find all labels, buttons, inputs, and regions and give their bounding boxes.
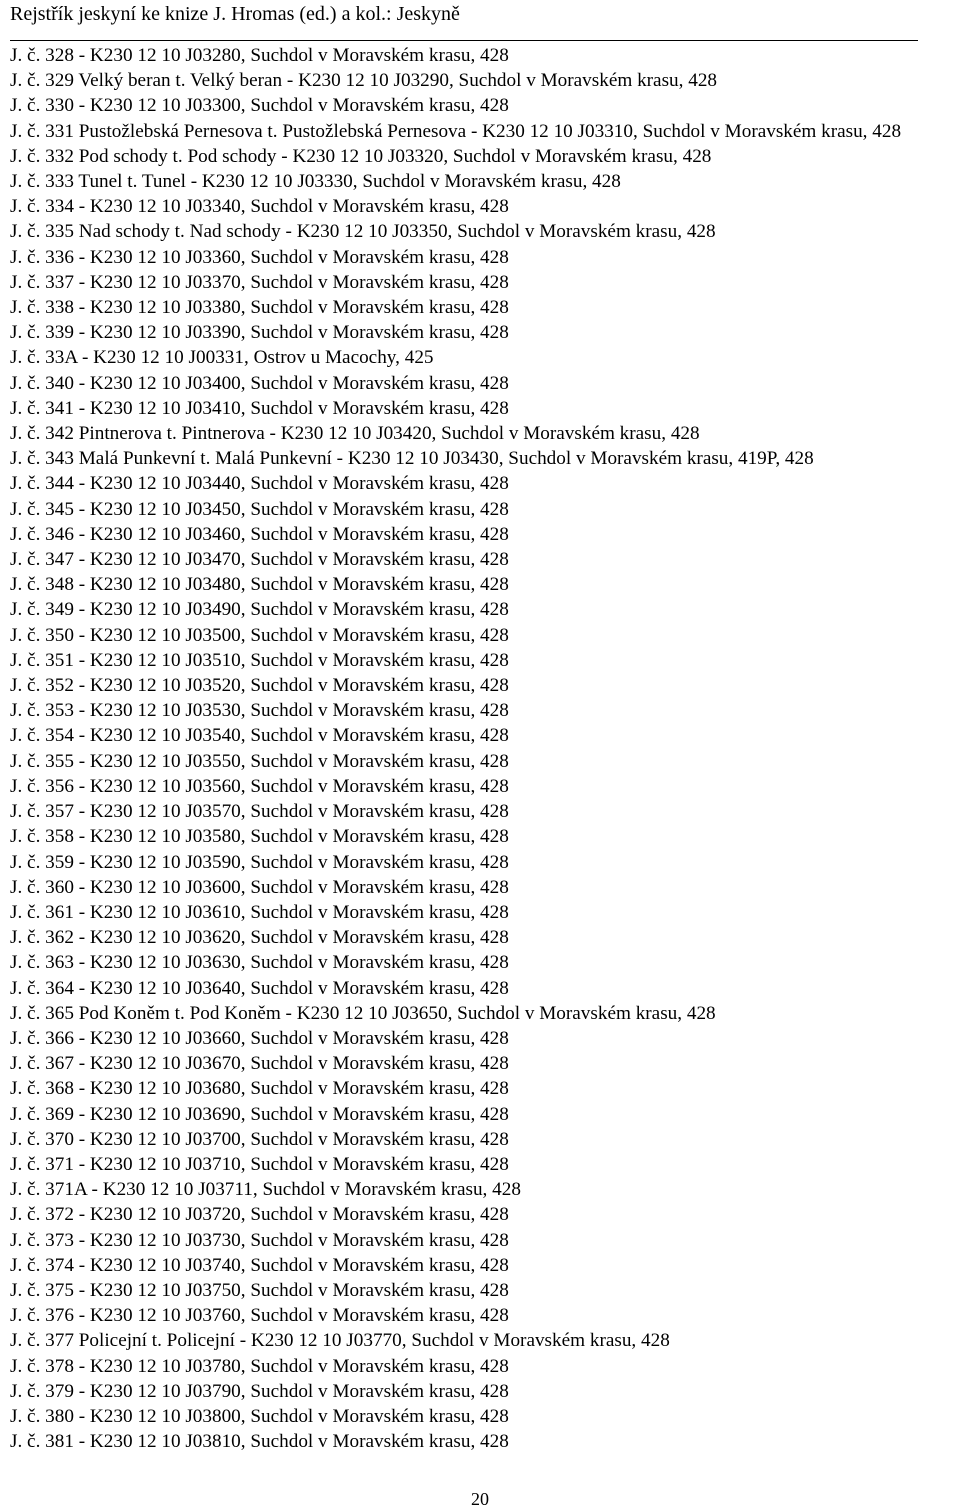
list-item: J. č. 364 - K230 12 10 J03640, Suchdol v Moravském krasu, 428 — [10, 977, 509, 999]
list-item: J. č. 347 - K230 12 10 J03470, Suchdol v Moravském krasu, 428 — [10, 549, 509, 571]
list-item: J. č. 361 - K230 12 10 J03610, Suchdol v Moravském krasu, 428 — [10, 901, 509, 923]
list-item: J. č. 378 - K230 12 10 J03780, Suchdol v Moravském krasu, 428 — [10, 1355, 509, 1377]
list-item: J. č. 342 Pintnerova t. Pintnerova - K230 12 10 J03420, Suchdol v Moravském krasu, 428 — [10, 423, 700, 445]
list-item: J. č. 371A - K230 12 10 J03711, Suchdol v Moravském krasu, 428 — [10, 1179, 521, 1201]
list-item: J. č. 373 - K230 12 10 J03730, Suchdol v Moravském krasu, 428 — [10, 1229, 509, 1251]
list-item: J. č. 358 - K230 12 10 J03580, Suchdol v Moravském krasu, 428 — [10, 826, 509, 848]
list-item: J. č. 370 - K230 12 10 J03700, Suchdol v Moravském krasu, 428 — [10, 1128, 509, 1150]
list-item: J. č. 366 - K230 12 10 J03660, Suchdol v Moravském krasu, 428 — [10, 1027, 509, 1049]
list-item: J. č. 353 - K230 12 10 J03530, Suchdol v Moravském krasu, 428 — [10, 700, 509, 722]
list-item: J. č. 355 - K230 12 10 J03550, Suchdol v Moravském krasu, 428 — [10, 750, 509, 772]
cave-index-list — [10, 43, 955, 1454]
page-header: Rejstřík jeskyní ke knize J. Hromas (ed.) a kol.: Jeskyně — [10, 3, 460, 25]
list-item: J. č. 348 - K230 12 10 J03480, Suchdol v Moravském krasu, 428 — [10, 574, 509, 596]
list-item: J. č. 349 - K230 12 10 J03490, Suchdol v Moravském krasu, 428 — [10, 599, 509, 621]
list-item: J. č. 360 - K230 12 10 J03600, Suchdol v Moravském krasu, 428 — [10, 876, 509, 898]
list-item: J. č. 346 - K230 12 10 J03460, Suchdol v Moravském krasu, 428 — [10, 523, 509, 545]
list-item: J. č. 379 - K230 12 10 J03790, Suchdol v Moravském krasu, 428 — [10, 1380, 509, 1402]
list-item: J. č. 338 - K230 12 10 J03380, Suchdol v Moravském krasu, 428 — [10, 297, 509, 319]
list-item: J. č. 380 - K230 12 10 J03800, Suchdol v Moravském krasu, 428 — [10, 1405, 509, 1427]
list-item: J. č. 333 Tunel t. Tunel - K230 12 10 J03330, Suchdol v Moravském krasu, 428 — [10, 171, 621, 193]
list-item: J. č. 369 - K230 12 10 J03690, Suchdol v Moravském krasu, 428 — [10, 1103, 509, 1125]
list-item: J. č. 340 - K230 12 10 J03400, Suchdol v Moravském krasu, 428 — [10, 372, 509, 394]
list-item: J. č. 381 - K230 12 10 J03810, Suchdol v Moravském krasu, 428 — [10, 1431, 509, 1453]
page-number: 20 — [471, 1489, 489, 1509]
list-item: J. č. 374 - K230 12 10 J03740, Suchdol v Moravském krasu, 428 — [10, 1254, 509, 1276]
list-item: J. č. 331 Pustožlebská Pernesova t. Pustožlebská Pernesova - K230 12 10 J03310, Suchdol v Moravském krasu, 428 — [10, 120, 902, 142]
list-item: J. č. 328 - K230 12 10 J03280, Suchdol v Moravském krasu, 428 — [10, 45, 509, 66]
list-item: J. č. 368 - K230 12 10 J03680, Suchdol v Moravském krasu, 428 — [10, 1078, 509, 1100]
list-item: J. č. 372 - K230 12 10 J03720, Suchdol v Moravském krasu, 428 — [10, 1204, 509, 1226]
list-item: J. č. 350 - K230 12 10 J03500, Suchdol v Moravském krasu, 428 — [10, 624, 509, 646]
list-item: J. č. 334 - K230 12 10 J03340, Suchdol v Moravském krasu, 428 — [10, 196, 509, 218]
list-item: J. č. 33A - K230 12 10 J00331, Ostrov u Macochy, 425 — [10, 347, 434, 369]
list-item: J. č. 339 - K230 12 10 J03390, Suchdol v Moravském krasu, 428 — [10, 322, 509, 344]
header-divider — [10, 40, 918, 41]
list-item: J. č. 376 - K230 12 10 J03760, Suchdol v Moravském krasu, 428 — [10, 1305, 509, 1327]
list-item: J. č. 357 - K230 12 10 J03570, Suchdol v Moravském krasu, 428 — [10, 801, 509, 823]
list-item: J. č. 362 - K230 12 10 J03620, Suchdol v Moravském krasu, 428 — [10, 927, 509, 949]
list-item: J. č. 341 - K230 12 10 J03410, Suchdol v Moravském krasu, 428 — [10, 397, 509, 419]
list-item: J. č. 343 Malá Punkevní t. Malá Punkevní - K230 12 10 J03430, Suchdol v Moravském krasu, 419P, 428 — [10, 448, 814, 470]
list-item: J. č. 336 - K230 12 10 J03360, Suchdol v Moravském krasu, 428 — [10, 246, 509, 268]
list-item: J. č. 337 - K230 12 10 J03370, Suchdol v Moravském krasu, 428 — [10, 271, 509, 293]
list-item: J. č. 351 - K230 12 10 J03510, Suchdol v Moravském krasu, 428 — [10, 649, 509, 671]
list-item: J. č. 332 Pod schody t. Pod schody - K230 12 10 J03320, Suchdol v Moravském krasu, 428 — [10, 145, 712, 167]
list-item: J. č. 359 - K230 12 10 J03590, Suchdol v Moravském krasu, 428 — [10, 851, 509, 873]
list-item: J. č. 330 - K230 12 10 J03300, Suchdol v Moravském krasu, 428 — [10, 95, 509, 117]
list-item: J. č. 371 - K230 12 10 J03710, Suchdol v Moravském krasu, 428 — [10, 1153, 509, 1175]
list-item: J. č. 375 - K230 12 10 J03750, Suchdol v Moravském krasu, 428 — [10, 1279, 509, 1301]
list-item: J. č. 345 - K230 12 10 J03450, Suchdol v Moravském krasu, 428 — [10, 498, 509, 520]
list-item: J. č. 335 Nad schody t. Nad schody - K230 12 10 J03350, Suchdol v Moravském krasu, 428 — [10, 221, 716, 243]
list-item: J. č. 365 Pod Koněm t. Pod Koněm - K230 12 10 J03650, Suchdol v Moravském krasu, 428 — [10, 1002, 716, 1024]
list-item: J. č. 377 Policejní t. Policejní - K230 12 10 J03770, Suchdol v Moravském krasu, 428 — [10, 1330, 670, 1352]
list-item: J. č. 352 - K230 12 10 J03520, Suchdol v Moravském krasu, 428 — [10, 675, 509, 697]
list-item: J. č. 367 - K230 12 10 J03670, Suchdol v Moravském krasu, 428 — [10, 1053, 509, 1075]
list-item: J. č. 363 - K230 12 10 J03630, Suchdol v Moravském krasu, 428 — [10, 952, 509, 974]
list-item: J. č. 329 Velký beran t. Velký beran - K230 12 10 J03290, Suchdol v Moravském krasu, 428 — [10, 70, 718, 92]
list-item: J. č. 354 - K230 12 10 J03540, Suchdol v Moravském krasu, 428 — [10, 725, 509, 747]
list-item: J. č. 344 - K230 12 10 J03440, Suchdol v Moravském krasu, 428 — [10, 473, 509, 495]
list-item: J. č. 356 - K230 12 10 J03560, Suchdol v Moravském krasu, 428 — [10, 775, 509, 797]
